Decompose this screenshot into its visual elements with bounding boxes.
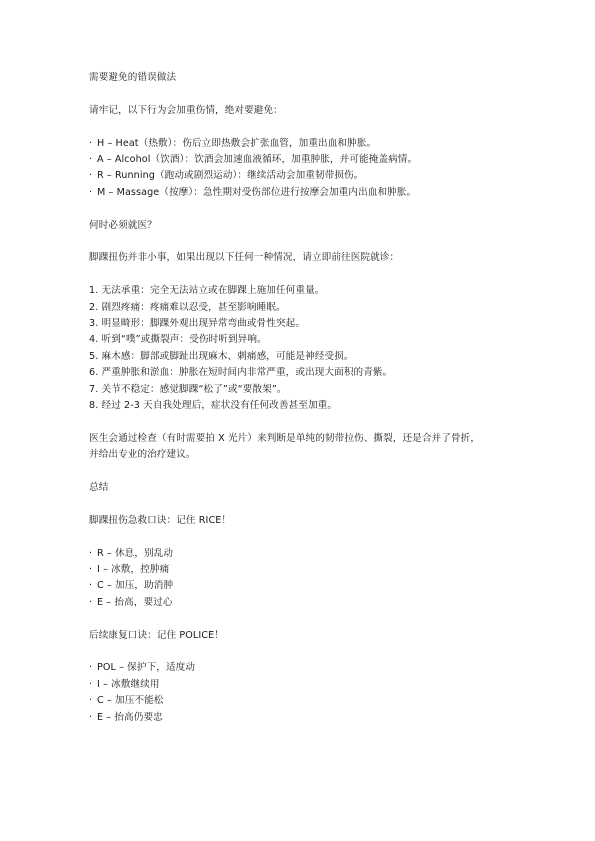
bullet-icon: · — [89, 678, 93, 690]
doctor-note-line-1: 医生会通过检查（有时需要拍 X 光片）来判断是单纯的韧带拉伤、撕裂，还是合并了骨折， — [89, 432, 481, 444]
list-item: · C – 加压不能松 — [89, 693, 519, 709]
list-item: · R – 休息，别乱动 — [89, 546, 519, 562]
bullet-icon: · — [89, 547, 93, 559]
list-item: · POL – 保护下，适度动 — [89, 660, 519, 676]
section-title-mistakes: 需要避免的错误做法 — [89, 72, 177, 83]
bullet-icon: · — [89, 695, 93, 707]
list-item: · H – Heat（热敷）：伤后立即热敷会扩张血管，加重出血和肿胀。 — [89, 136, 519, 152]
police-title: 后续康复口诀：记住 POLICE！ — [89, 629, 224, 641]
section-title-see-doctor: 何时必须就医？ — [89, 219, 157, 231]
list-item: · M – Massage（按摩）：急性期对受伤部位进行按摩会加重内出血和肿胀。 — [89, 185, 519, 201]
see-doctor-intro: 脚踝扭伤并非小事，如果出现以下任何一种情况，请立即前往医院就诊： — [89, 252, 400, 264]
bullet-icon: · — [89, 564, 93, 576]
list-item: · E – 抬高，要过心 — [89, 595, 519, 611]
bullet-icon: · — [89, 662, 93, 674]
bullet-icon: · — [89, 711, 93, 723]
list-item: 6. 严重肿胀和淤血：肿胀在短时间内非常严重，或出现大面积的青紫。 — [89, 367, 393, 379]
bullet-icon: · — [89, 137, 93, 149]
police-list — [89, 660, 519, 726]
bullet-icon: · — [89, 580, 93, 592]
list-item: 3. 明显畸形：脚踝外观出现异常弯曲或骨性突起。 — [89, 318, 306, 330]
see-doctor-list — [89, 283, 519, 414]
list-item: · C – 加压，助消肿 — [89, 578, 519, 594]
list-item: 4. 听到“噗”或撕裂声：受伤时听到异响。 — [89, 334, 267, 346]
list-item: · I – 冰敷继续用 — [89, 677, 519, 693]
mistakes-list — [89, 136, 519, 202]
list-item: 2. 剧烈疼痛：疼痛难以忍受，甚至影响睡眠。 — [89, 301, 286, 313]
bullet-icon: · — [89, 154, 93, 165]
list-item: 1. 无法承重：完全无法站立或在脚踝上施加任何重量。 — [89, 285, 325, 297]
list-item: 8. 经过 2-3 天自我处理后，症状没有任何改善甚至加重。 — [89, 400, 338, 412]
document-body — [89, 70, 519, 726]
bullet-icon: · — [89, 596, 93, 608]
doctor-note-line-2: 并给出专业的治疗建议。 — [89, 449, 196, 461]
list-item: 7. 关节不稳定：感觉脚踝“松了”或“要散架”。 — [89, 383, 287, 395]
list-item: · A – Alcohol（饮酒）：饮酒会加速血液循环，加重肿胀，并可能掩盖病情。 — [89, 152, 519, 168]
list-item: · I – 冰敷，控肿痛 — [89, 562, 519, 578]
bullet-icon: · — [89, 170, 93, 182]
section-title-summary: 总结 — [89, 482, 109, 494]
list-item: 5. 麻木感：脚部或脚趾出现麻木、刺痛感，可能是神经受损。 — [89, 350, 354, 362]
bullet-icon: · — [89, 186, 93, 198]
mistakes-intro: 请牢记，以下行为会加重伤情，绝对要避免： — [89, 104, 283, 116]
list-item: · E – 抬高仍要忠 — [89, 710, 519, 726]
list-item: · R – Running（跑动或剧烈运动）：继续活动会加重韧带损伤。 — [89, 168, 519, 184]
rice-list — [89, 546, 519, 612]
rice-title: 脚踝扭伤急救口诀：记住 RICE！ — [89, 514, 232, 526]
